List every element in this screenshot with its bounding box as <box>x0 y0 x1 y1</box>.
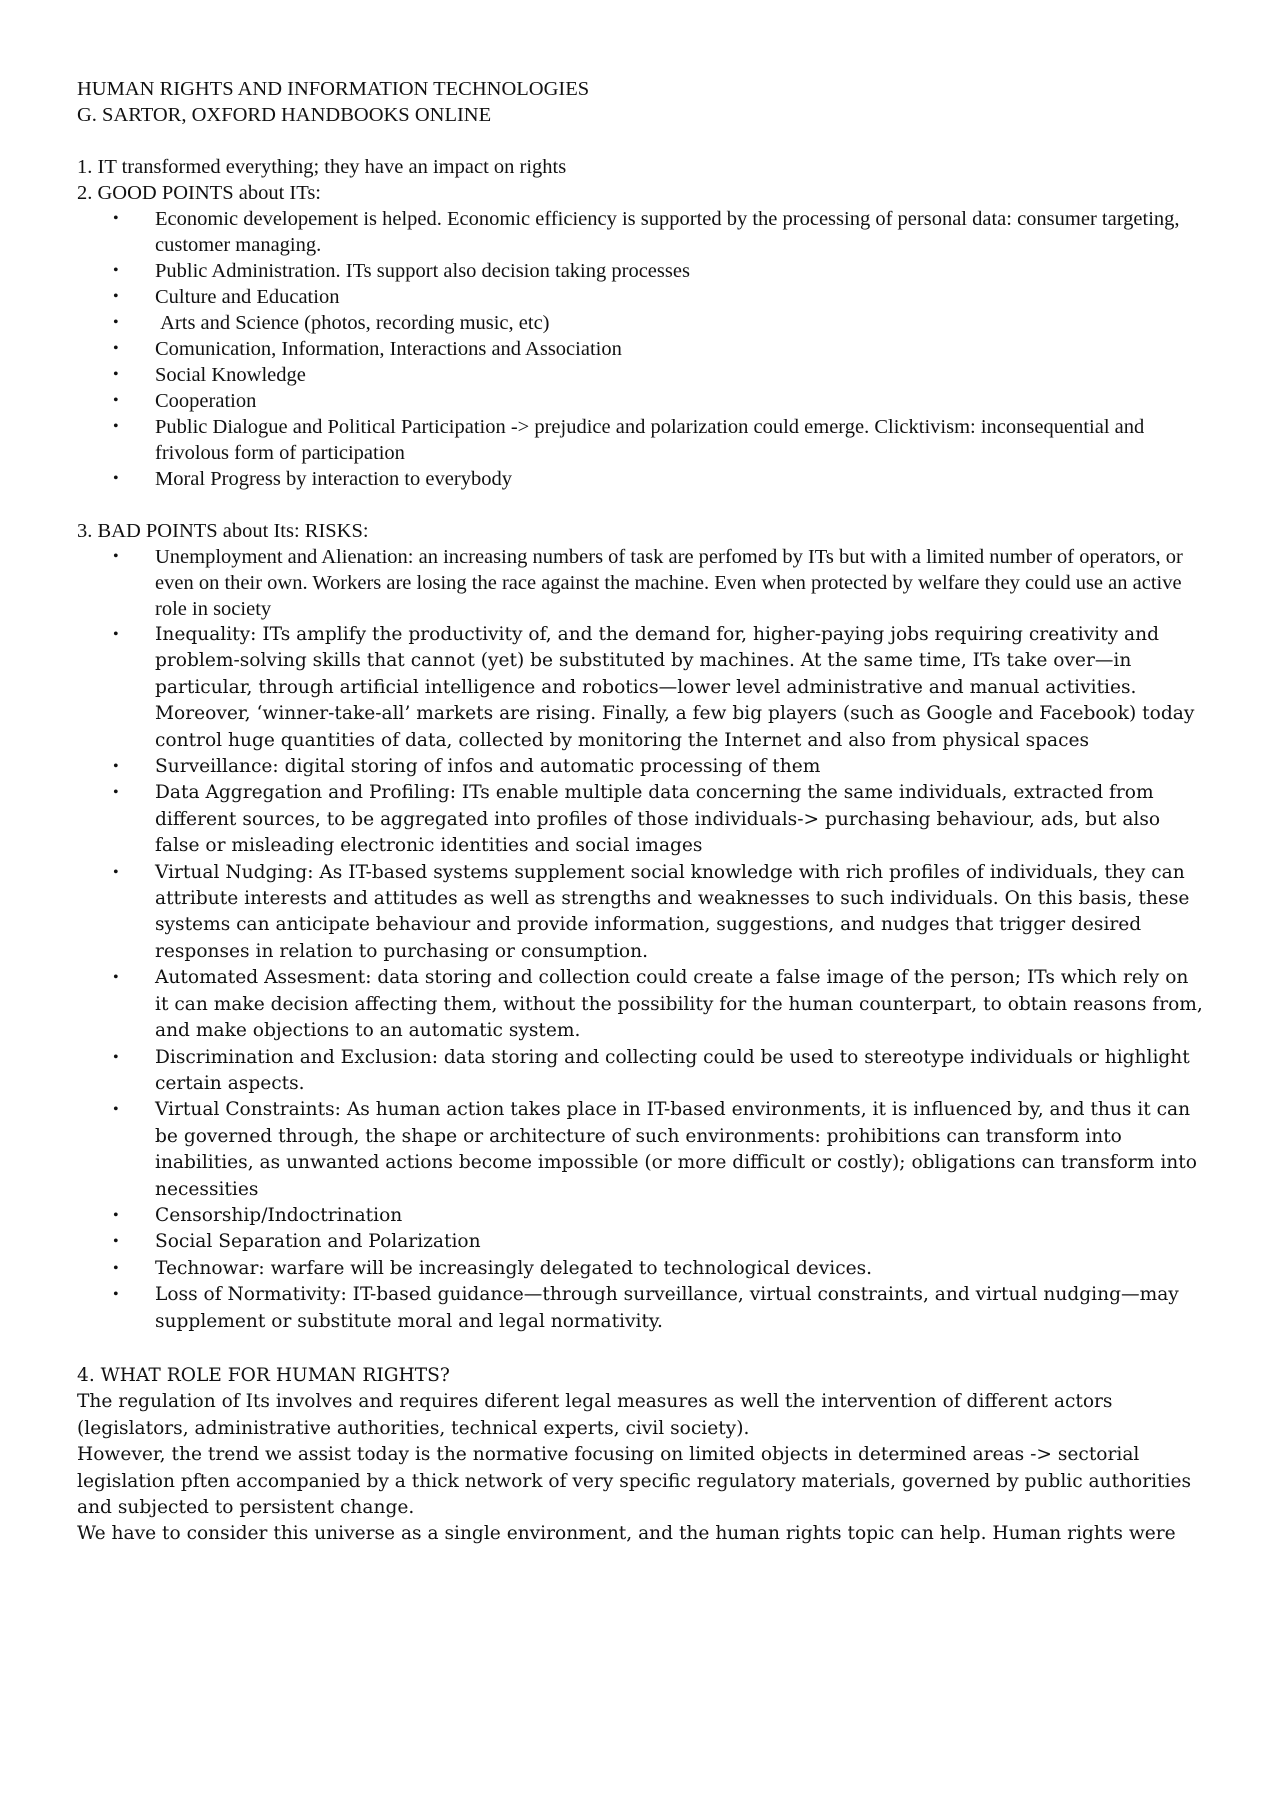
list-item <box>77 414 1207 466</box>
list-item-text: Cooperation <box>155 390 257 412</box>
bullet-icon: • <box>113 340 119 357</box>
list-item-text: Automated Assesment: data storing and collection could create a false image of the person; ITs which rely on it can make decision affecting them, without the possibility for the human counterpart, to obtain reasons from, and make objections to an automatic system. <box>155 967 1209 1042</box>
list-item-text: Censorship/Indoctrination <box>155 1204 403 1226</box>
list-item <box>77 388 1207 414</box>
bullet-icon: • <box>113 470 119 487</box>
point-3-heading: 3. BAD POINTS about Its: RISKS: <box>77 520 369 542</box>
list-item <box>77 860 1207 966</box>
bullet-icon: • <box>113 210 119 227</box>
list-item-text: Surveillance: digital storing of infos and automatic processing of them <box>155 756 821 778</box>
list-item <box>77 780 1207 859</box>
list-item-text: Inequality: ITs amplify the productivity of, and the demand for, higher-paying jobs requiring creativity and problem-solving skills that cannot (yet) be substituted by machines. At the same time, ITs take over—in particular, through artificial intelligence and robotics—lower level administrative and manual activities. Moreover, ‘winner-take-all’ markets are rising. Finally, a few big players (such as Google and Facebook) today control huge quantities of data, collected by monitoring the Internet and also from physical spaces <box>155 624 1201 751</box>
list-item-text: Social Separation and Polarization <box>155 1231 481 1253</box>
bullet-icon: • <box>113 366 119 383</box>
list-item-text: Loss of Normativity: IT-based guidance—through surveillance, virtual constraints, and virtual nudging—may supplement or substitute moral and legal normativity. <box>155 1284 1185 1332</box>
list-item-text: Moral Progress by interaction to everybody <box>155 468 512 490</box>
bullet-icon: • <box>113 863 119 881</box>
bullet-icon: • <box>113 418 119 435</box>
paragraph: The regulation of Its involves and requires diferent legal measures as well the intervention of different actors (legislators, administrative authorities, technical experts, civil society). <box>77 1391 1113 1439</box>
list-item-text: Technowar: warfare will be increasingly delegated to technological devices. <box>155 1257 873 1279</box>
bullet-icon: • <box>113 392 119 409</box>
bad-points-list-first <box>77 544 1207 622</box>
bullet-icon: • <box>113 626 119 643</box>
list-item <box>77 284 1207 310</box>
list-item-text: Virtual Nudging: As IT-based systems supplement social knowledge with rich profiles of individuals, they can attribute interests and attitudes as well as strengths and weaknesses to such individuals. On this basis, these systems can anticipate behaviour and provide information, suggestions, and nudges that trigger desired responses in relation to purchasing or consumption. <box>155 861 1196 962</box>
list-item <box>77 965 1207 1044</box>
bullet-icon: • <box>113 969 119 987</box>
document-title: HUMAN RIGHTS AND INFORMATION TECHNOLOGIES <box>77 78 590 100</box>
bullet-icon: • <box>113 1206 119 1224</box>
list-item-text: Public Administration. ITs support also decision taking processes <box>155 260 690 282</box>
document-subtitle: G. SARTOR, OXFORD HANDBOOKS ONLINE <box>77 104 492 126</box>
list-item-text: Public Dialogue and Political Participation -> prejudice and polarization could emerge. Clicktivism: inconsequential and frivolous form of participation <box>155 416 1150 464</box>
list-item <box>77 1203 1207 1229</box>
bullet-icon: • <box>113 314 119 331</box>
list-item <box>77 310 1207 336</box>
bullet-icon: • <box>113 548 119 565</box>
list-item <box>77 466 1207 492</box>
bullet-icon: • <box>113 758 119 776</box>
list-item <box>77 1229 1207 1255</box>
list-item <box>77 362 1207 388</box>
bullet-icon: • <box>113 288 119 305</box>
list-item <box>77 336 1207 362</box>
list-item-text: Social Knowledge <box>155 364 306 386</box>
list-item <box>77 1045 1207 1098</box>
good-points-list <box>77 206 1207 492</box>
point-4-heading: 4. WHAT ROLE FOR HUMAN RIGHTS? <box>77 1364 450 1386</box>
bullet-icon: • <box>113 1286 119 1304</box>
list-item <box>77 1097 1207 1203</box>
document-page <box>77 76 1207 1548</box>
list-item-text: Discrimination and Exclusion: data storing and collecting could be used to stereotype individuals or highlight certain aspects. <box>155 1046 1196 1094</box>
paragraph: We have to consider this universe as a single environment, and the human rights topic can help. Human rights were <box>77 1523 1176 1545</box>
point-4-body <box>77 1389 1207 1547</box>
list-item <box>77 1256 1207 1282</box>
list-item-text: Culture and Education <box>155 286 340 308</box>
list-item-text: Data Aggregation and Profiling: ITs enable multiple data concerning the same individuals, extracted from different sources, to be aggregated into profiles of those individuals-> purchasing behaviour, ads, but also false or misleading electronic identities and social images <box>155 782 1167 857</box>
list-item-text: Comunication, Information, Interactions and Association <box>155 338 622 360</box>
bad-points-list <box>77 622 1207 1335</box>
point-1: 1. IT transformed everything; they have an impact on rights <box>77 156 567 178</box>
bullet-icon: • <box>113 1101 119 1119</box>
bullet-icon: • <box>113 1233 119 1251</box>
bullet-icon: • <box>113 1259 119 1277</box>
list-item <box>77 258 1207 284</box>
list-item <box>77 206 1207 258</box>
list-item-text: Economic developement is helped. Economic efficiency is supported by the processing of personal data: consumer targeting, customer managing. <box>155 208 1185 256</box>
point-2-heading: 2. GOOD POINTS about ITs: <box>77 182 321 204</box>
list-item-text: Arts and Science (photos, recording music, etc) <box>155 312 550 334</box>
bullet-icon: • <box>113 784 119 802</box>
list-item <box>77 1282 1207 1335</box>
list-item <box>77 544 1207 622</box>
list-item <box>77 622 1207 754</box>
list-item <box>77 754 1207 780</box>
list-item-text: Virtual Constraints: As human action takes place in IT-based environments, it is influenced by, and thus it can be governed through, the shape or architecture of such environments: prohibitions can transform into inabilities, as unwanted actions become impossible (or more difficult or costly); obligations can transform into necessities <box>155 1099 1203 1200</box>
bullet-icon: • <box>113 1048 119 1066</box>
list-item-text: Unemployment and Alienation: an increasing numbers of task are perfomed by ITs but with a limited number of operators, or even on their own. Workers are losing the race against the machine. Even when protected by welfare they could use an active role in society <box>155 546 1183 620</box>
paragraph: However, the trend we assist today is the normative focusing on limited objects in determined areas -> sectorial legislation pften accompanied by a thick network of very specific regulatory materials, governed by public authorities and subjected to persistent change. <box>77 1444 1192 1518</box>
bullet-icon: • <box>113 262 119 279</box>
